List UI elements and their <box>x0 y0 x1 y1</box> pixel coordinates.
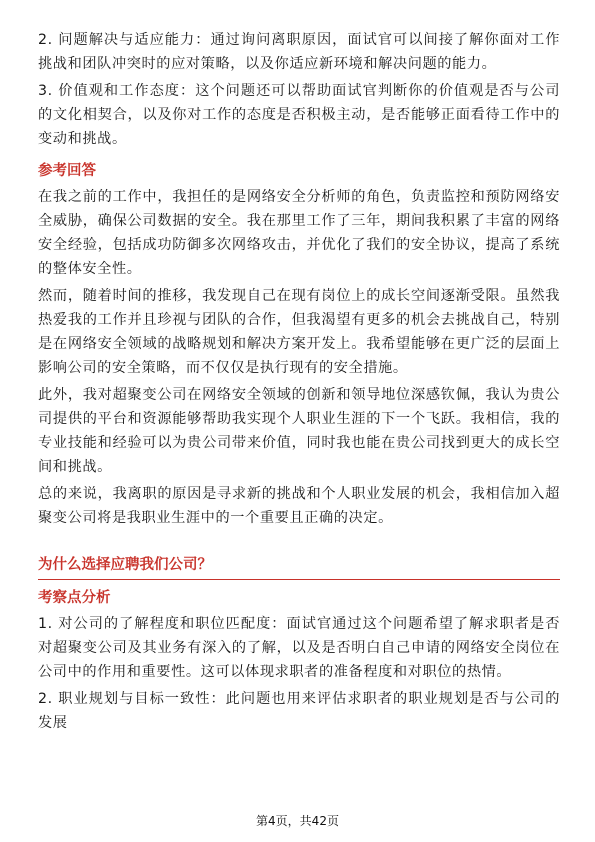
reference-answer-heading: 参考回答 <box>38 163 96 179</box>
page-number: 第4页，共42页 <box>256 814 339 828</box>
answer-paragraph: 总的来说，我离职的原因是寻求新的挑战和个人职业发展的机会，我相信加入超聚变公司将是我职业生涯中的一个重要且正确的决定。 <box>38 486 560 526</box>
analysis-item: 1. 对公司的了解程度和职位匹配度：面试官通过这个问题希望了解求职者是否对超聚变公司及其业务有深入的了解，以及是否明白自己申请的网络安全岗位在公司中的作用和重要性。这可以体现求职者的准备程度和对职位的热情。 <box>38 616 560 680</box>
point-values-attitude: 3. 价值观和工作态度：这个问题还可以帮助面试官判断你的价值观是否与公司的文化相契合，以及你对工作的态度是否积极主动，是否能够正面看待工作中的变动和挑战。 <box>38 83 560 147</box>
analysis-heading: 考察点分析 <box>38 590 111 606</box>
answer-paragraph: 在我之前的工作中，我担任的是网络安全分析师的角色，负责监控和预防网络安全威胁，确保公司数据的安全。我在那里工作了三年，期间我积累了丰富的网络安全经验，包括成功防御多次网络攻击，并优化了我们的安全协议，提高了系统的整体安全性。 <box>38 189 560 277</box>
point-problem-solving: 2. 问题解决与适应能力：通过询问离职原因，面试官可以间接了解你面对工作挑战和团队冲突时的应对策略，以及你适应新环境和解决问题的能力。 <box>38 32 560 72</box>
page-content <box>38 28 560 738</box>
answer-paragraph: 然而，随着时间的推移，我发现自己在现有岗位上的成长空间逐渐受限。虽然我热爱我的工作并且珍视与团队的合作，但我渴望有更多的机会去挑战自己，特别是在网络安全领域的战略规划和解决方案开发上。我希望能够在更广泛的层面上影响公司的安全策略，而不仅仅是执行现有的安全措施。 <box>38 288 560 376</box>
question-divider <box>38 579 560 580</box>
answer-paragraph: 此外，我对超聚变公司在网络安全领域的创新和领导地位深感钦佩，我认为贵公司提供的平台和资源能够帮助我实现个人职业生涯的下一个飞跃。我相信，我的专业技能和经验可以为贵公司带来价值，同时我也能在贵公司找到更大的成长空间和挑战。 <box>38 387 560 475</box>
analysis-item: 2. 职业规划与目标一致性：此问题也用来评估求职者的职业规划是否与公司的发展 <box>38 691 560 731</box>
question-title: 为什么选择应聘我们公司？ <box>38 557 212 573</box>
